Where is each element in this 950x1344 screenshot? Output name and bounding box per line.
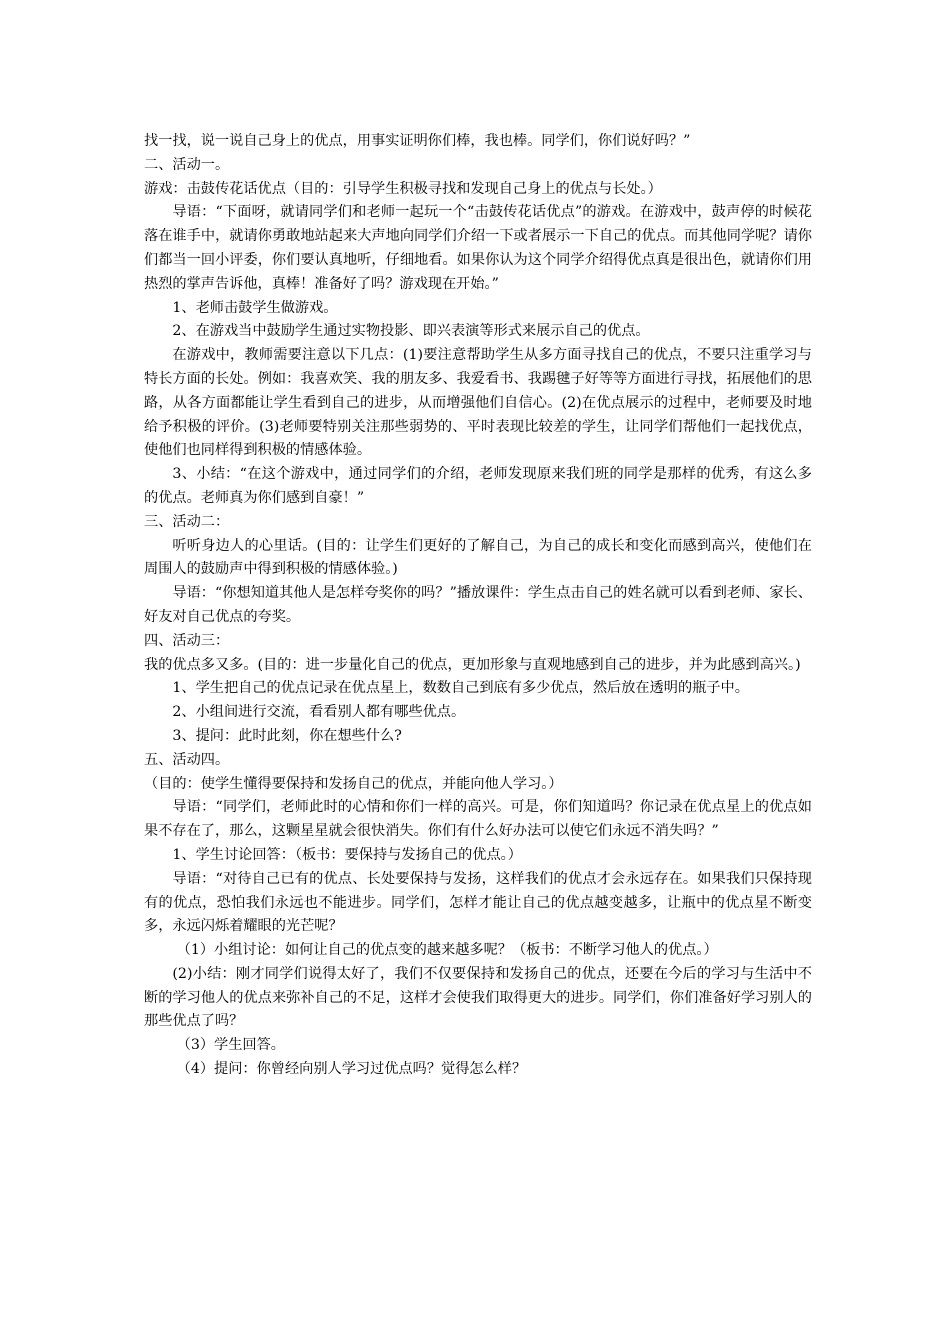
paragraph: 导语：“对待自己已有的优点、长处要保持与发扬，这样我们的优点才会永远存在。如果我们只保持现有的优点，恐怕我们永远也不能进步。同学们，怎样才能让自己的优点越变越多，让瓶中的优点星不断变多，永远闪烁着耀眼的光芒呢？ [144, 870, 812, 935]
paragraph: 听听身边人的心里话。(目的：让学生们更好的了解自己，为自己的成长和变化而感到高兴，使他们在周围人的鼓励声中得到积极的情感体验。) [144, 537, 812, 578]
list-item: (2)小结：刚才同学们说得太好了，我们不仅要保持和发扬自己的优点，还要在今后的学习与生活中不断的学习他人的优点来弥补自己的不足，这样才会使我们取得更大的进步。同学们，你们准备好学习别人的那些优点了吗？ [144, 965, 812, 1030]
list-item: 3、提问：此时此刻，你在想些什么? [172, 727, 402, 744]
paragraph: 游戏：击鼓传花话优点（目的：引导学生积极寻找和发现自己身上的优点与长处。） [144, 180, 662, 197]
paragraph: 导语：“下面呀，就请同学们和老师一起玩一个“击鼓传花话优点”的游戏。在游戏中，鼓声停的时候花落在谁手中，就请你勇敢地站起来大声地向同学们介绍一下或者展示一下自己的优点。而其他同学呢？请你们都当一回小评委，你们要认真地听，仔细地看。如果你认为这个同学介绍得优点真是很出色，就请你们用热烈的掌声告诉他，真棒！准备好了吗？游戏现在开始。” [144, 204, 812, 292]
paragraph: （目的：使学生懂得要保持和发扬自己的优点，并能向他人学习。） [144, 775, 563, 792]
list-item: （1）小组讨论：如何让自己的优点变的越来越多呢？（板书：不断学习他人的优点。） [176, 942, 718, 959]
document-body [144, 130, 812, 1082]
list-item: 2、在游戏当中鼓励学生通过实物投影、即兴表演等形式来展示自己的优点。 [172, 323, 650, 340]
paragraph: 在游戏中，教师需要注意以下几点：(1)要注意帮助学生从多方面寻找自己的优点，不要只注重学习与特长方面的长处。例如：我喜欢笑、我的朋友多、我爱看书、我踢毽子好等等方面进行寻找，拓展他们的思路，从各方面都能让学生看到自己的进步，从而增强他们自信心。(2)在优点展示的过程中，老师要及时地给予积极的评价。(3)老师要特别关注那些弱势的、平时表现比较差的学生，让同学们帮他们一起找优点，使他们也同样得到积极的情感体验。 [144, 347, 812, 459]
list-item: （4）提问：你曾经向别人学习过优点吗？觉得怎么样？ [176, 1061, 527, 1078]
paragraph: 导语：“同学们，老师此时的心情和你们一样的高兴。可是，你们知道吗？你记录在优点星上的优点如果不存在了，那么，这颗星星就会很快消失。你们有什么好办法可以使它们永远不消失吗？” [144, 799, 812, 840]
paragraph: 我的优点多又多。(目的：进一步量化自己的优点，更加形象与直观地感到自己的进步，并为此感到高兴。) [144, 656, 801, 673]
list-item: 1、学生讨论回答：（板书：要保持与发扬自己的优点。） [172, 846, 522, 863]
list-item: 3、小结：“在这个游戏中，通过同学们的介绍，老师发现原来我们班的同学是那样的优秀，有这么多的优点。老师真为你们感到自豪！” [144, 466, 812, 506]
list-item: 1、学生把自己的优点记录在优点星上，数数自己到底有多少优点，然后放在透明的瓶子中。 [172, 680, 749, 697]
list-item: （3）学生回答。 [176, 1037, 285, 1054]
section-heading: 二、活动一。 [144, 156, 230, 173]
list-item: 2、小组间进行交流，看看别人都有哪些优点。 [172, 704, 466, 721]
list-item: 1、老师击鼓学生做游戏。 [172, 299, 338, 316]
section-heading: 五、活动四。 [144, 751, 230, 768]
section-heading: 四、活动三： [144, 632, 230, 649]
paragraph: 找一找，说一说自己身上的优点，用事实证明你们棒，我也棒。同学们，你们说好吗？” [144, 133, 691, 149]
section-heading: 三、活动二： [144, 513, 230, 530]
paragraph: 导语：“你想知道其他人是怎样夸奖你的吗？”播放课件：学生点击自己的姓名就可以看到老师、家长、好友对自己优点的夸奖。 [144, 585, 812, 625]
